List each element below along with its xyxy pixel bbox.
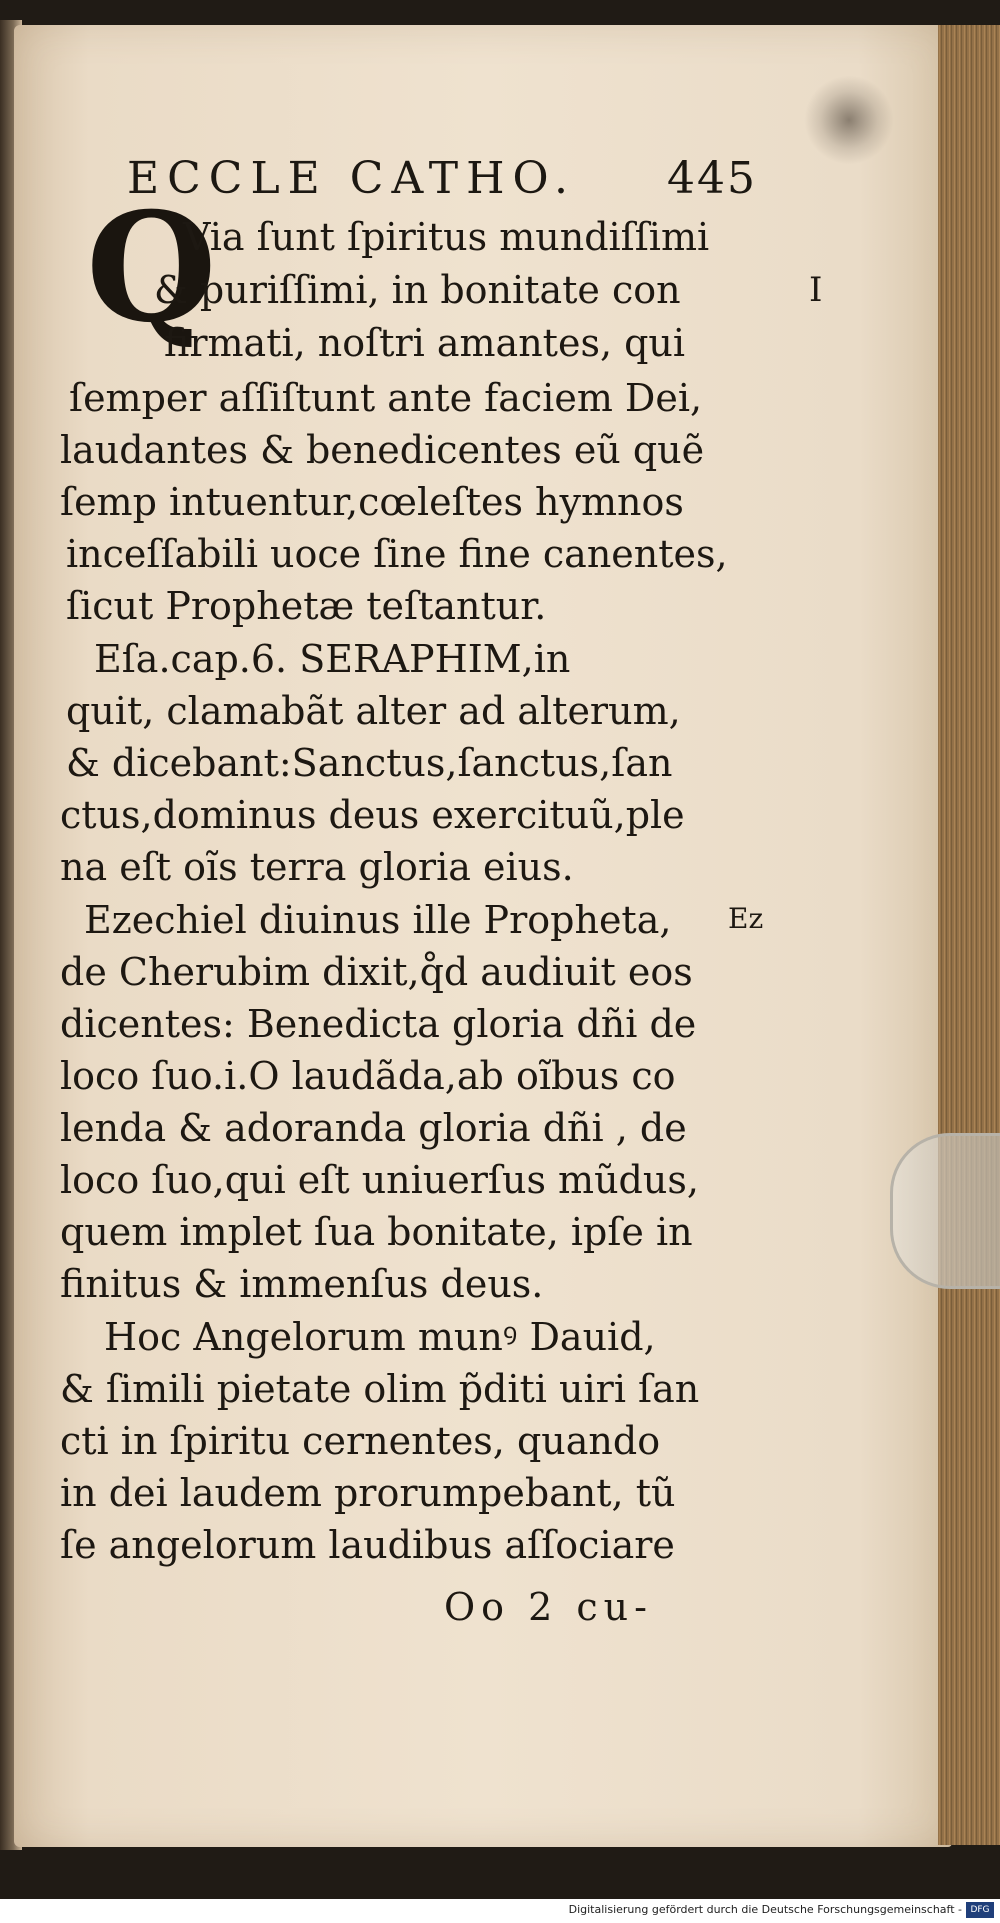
footer-bar [0, 1899, 1000, 1923]
text-line: cti in ſpiritu cernentes, quando [60, 1419, 661, 1463]
text-line: ctus,dominus deus exercituũ,ple [60, 793, 685, 837]
text-line: & ſimili pietate olim p̃diti uiri ſan [60, 1367, 700, 1411]
drop-cap: Q [86, 180, 217, 356]
text-line: Ezechiel diuinus ille Propheta, [84, 898, 672, 942]
text-line: in dei laudem prorumpebant, tũ [60, 1471, 676, 1515]
margin-note-ez: Ez [728, 902, 764, 935]
running-head [127, 153, 807, 204]
text-line: ſemp intuentur,cœleſtes hymnos [60, 480, 684, 524]
page-clip [890, 1133, 1000, 1289]
page-number: 445 [667, 153, 757, 204]
text-line: Eſa.cap.6. SERAPHIM,in [94, 637, 571, 681]
dfg-logo: DFG [966, 1902, 994, 1918]
text-line: loco ſuo.i.O laudãda,ab oĩbus co [60, 1054, 676, 1098]
text-line: dicentes: Benedicta gloria dñi de [60, 1002, 697, 1046]
text-line: firmati, noſtri amantes, qui [164, 321, 686, 365]
funding-credit: Digitalisierung gefördert durch die Deutsche Forschungsgemeinschaft - [568, 1903, 962, 1916]
text-line: inceſſabili uoce ſine fine canentes, [66, 532, 728, 576]
signature-catchword: Oo 2 cu- [444, 1585, 653, 1629]
text-line: & puriſſimi, in bonitate con [154, 268, 681, 312]
text-line: Via ſunt ſpiritus mundiſſimi [183, 215, 710, 259]
margin-note-numeral: I [809, 270, 823, 310]
text-line: quit, clamabãt alter ad alterum, [66, 689, 681, 733]
text-line: & dicebant:Sanctus,ſanctus,ſan [66, 741, 673, 785]
text-line: ſemper aſſiſtunt ante faciem Dei, [69, 376, 703, 420]
text-line: ſicut Prophetæ teſtantur. [66, 584, 547, 628]
text-line: lenda & adoranda gloria dñi , de [60, 1106, 687, 1150]
book-page [14, 25, 952, 1847]
text-line: loco ſuo,qui eſt uniuerſus mũdus, [60, 1158, 699, 1202]
text-line: ſe angelorum laudibus aſſociare [60, 1523, 675, 1567]
text-line: de Cherubim dixit,q̊d audiuit eos [60, 950, 693, 994]
running-title: ECCLE CATHO. [127, 153, 577, 204]
text-line: laudantes & benedicentes eũ quẽ [60, 428, 705, 472]
text-line: na eſt oĩs terra gloria eius. [60, 845, 574, 889]
text-line: quem implet ſua bonitate, ipſe in [60, 1210, 693, 1254]
text-line: finitus & immenſus deus. [60, 1262, 544, 1306]
text-line: Hoc Angelorum munꝰ Dauid, [104, 1315, 656, 1359]
book-fore-edge [938, 25, 1000, 1845]
